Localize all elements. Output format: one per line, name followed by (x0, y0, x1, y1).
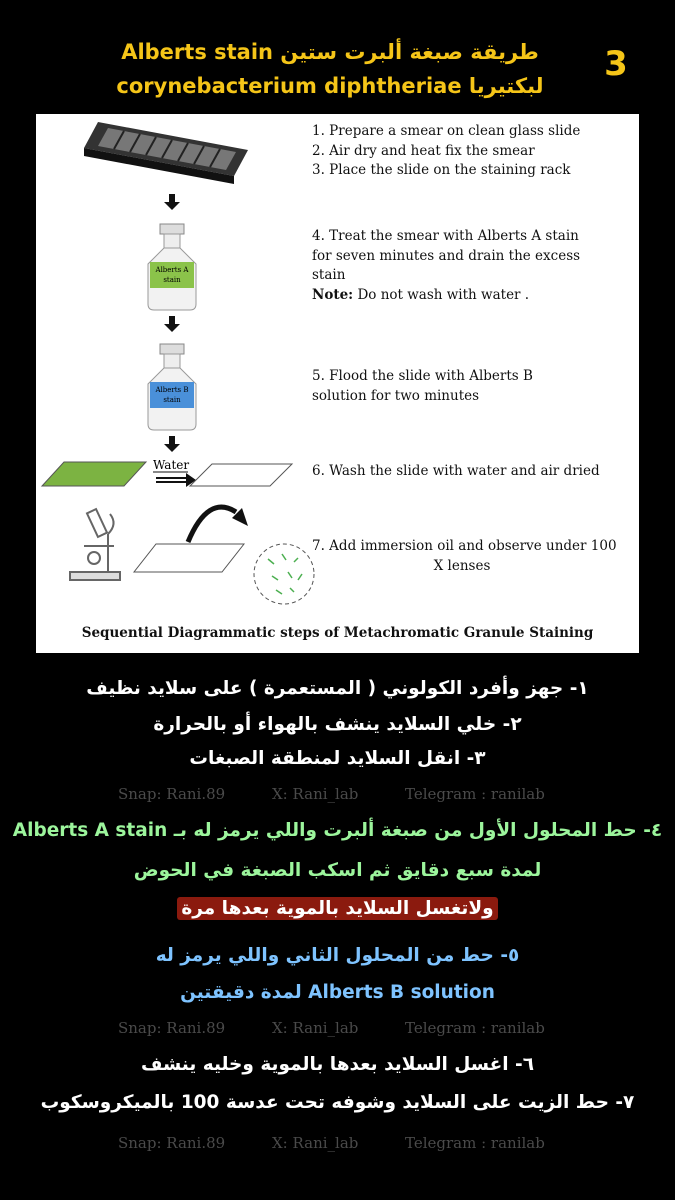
microscope-icon (70, 509, 120, 580)
page-title-line2: لبكتيريا corynebacterium diphtheriae (116, 74, 544, 98)
staining-diagram (36, 114, 639, 653)
watermark-snap: Snap: Rani.89 (118, 1134, 226, 1152)
arabic-step-3: ٣- انقل السلايد لمنطقة الصبغات (189, 748, 486, 769)
arabic-step-6: ٦- اغسل السلايد بعدها بالموية وخليه ينشف (140, 1054, 535, 1075)
step-5-text (312, 367, 632, 406)
step-line: 3. Place the slide on the staining rack (312, 162, 571, 178)
step-line: stain (312, 267, 346, 283)
step-line: 4. Treat the smear with Alberts A stain (312, 228, 579, 244)
warning-highlight: ولاتغسل السلايد بالموية بعدها مرة (177, 897, 497, 920)
diagram-caption: Sequential Diagrammatic steps of Metachromatic Granule Staining (81, 625, 594, 641)
washed-slide-icon (190, 464, 292, 486)
watermark-snap: Snap: Rani.89 (118, 1019, 226, 1037)
staining-rack-icon (84, 122, 248, 184)
watermark-telegram: Telegram : ranilab (405, 1134, 545, 1152)
step-note (312, 286, 632, 306)
step-line: 1. Prepare a smear on clean glass slide (312, 123, 581, 139)
step-line: 7. Add immersion oil and observe under 100 (312, 538, 617, 554)
arabic-step-4-warning (10, 898, 665, 919)
bottle-b-label-1: Alberts B (155, 386, 189, 394)
water-arrow-icon (156, 473, 196, 487)
step-line: for seven minutes and drain the excess (312, 247, 581, 264)
watermark-x: X: Rani_lab (272, 1134, 359, 1152)
step-number: 3 (604, 44, 628, 84)
step-1-3-text (312, 122, 632, 181)
arabic-step-7: ٧- حط الزيت على السلايد وشوفه تحت عدسة 100 بالميكروسكوب (40, 1092, 635, 1113)
arabic-step-4-duration: لمدة سبع دقايق ثم اسكب الصبغة في الحوض (133, 860, 542, 881)
step-line: 5. Flood the slide with Alberts B (312, 368, 533, 384)
bottle-a-label-2: stain (163, 276, 181, 284)
step-line: solution for two minutes (312, 387, 480, 404)
watermark-telegram: Telegram : ranilab (405, 1019, 545, 1037)
bottle-b-label-2: stain (163, 396, 181, 404)
step-7-text (312, 537, 632, 576)
stained-slide-icon (42, 462, 146, 486)
note-label: Note: (312, 286, 354, 303)
page-title-line1: طريقة صبغة ألبرت ستين Alberts stain (121, 40, 539, 64)
watermark-telegram: Telegram : ranilab (405, 785, 545, 803)
arabic-step-4: ٤- حط المحلول الأول من صبغة ألبرت واللي يرمز له بـ Alberts A stain (12, 820, 663, 841)
arabic-step-2: ٢- خلي السلايد ينشف بالهواء أو بالحرارة (153, 714, 522, 735)
watermark-x: X: Rani_lab (272, 785, 359, 803)
bottle-a-label-1: Alberts A (155, 266, 189, 274)
field-of-view-icon (254, 544, 314, 604)
watermark-snap: Snap: Rani.89 (118, 785, 226, 803)
arabic-step-5: ٥- حط من المحلول الثاني واللي يرمز له (155, 945, 520, 966)
step-line: 2. Air dry and heat fix the smear (312, 142, 535, 159)
observe-arrow-icon (188, 507, 236, 542)
arabic-step-5-duration: Alberts B solution لمدة دقيقتين (180, 982, 495, 1003)
step-line: X lenses (433, 557, 491, 574)
watermark-x: X: Rani_lab (272, 1019, 359, 1037)
oil-slide-icon (134, 544, 244, 572)
step-4-text (312, 227, 632, 305)
arabic-step-1: ١- جهز وأفرد الكولوني ( المستعمرة ) على سلايد نظيف (86, 678, 589, 699)
step-line: 6. Wash the slide with water and air dried (312, 463, 600, 479)
step-6-text (312, 462, 632, 482)
water-label: Water (153, 458, 190, 472)
note-text: Do not wash with water . (357, 286, 530, 303)
